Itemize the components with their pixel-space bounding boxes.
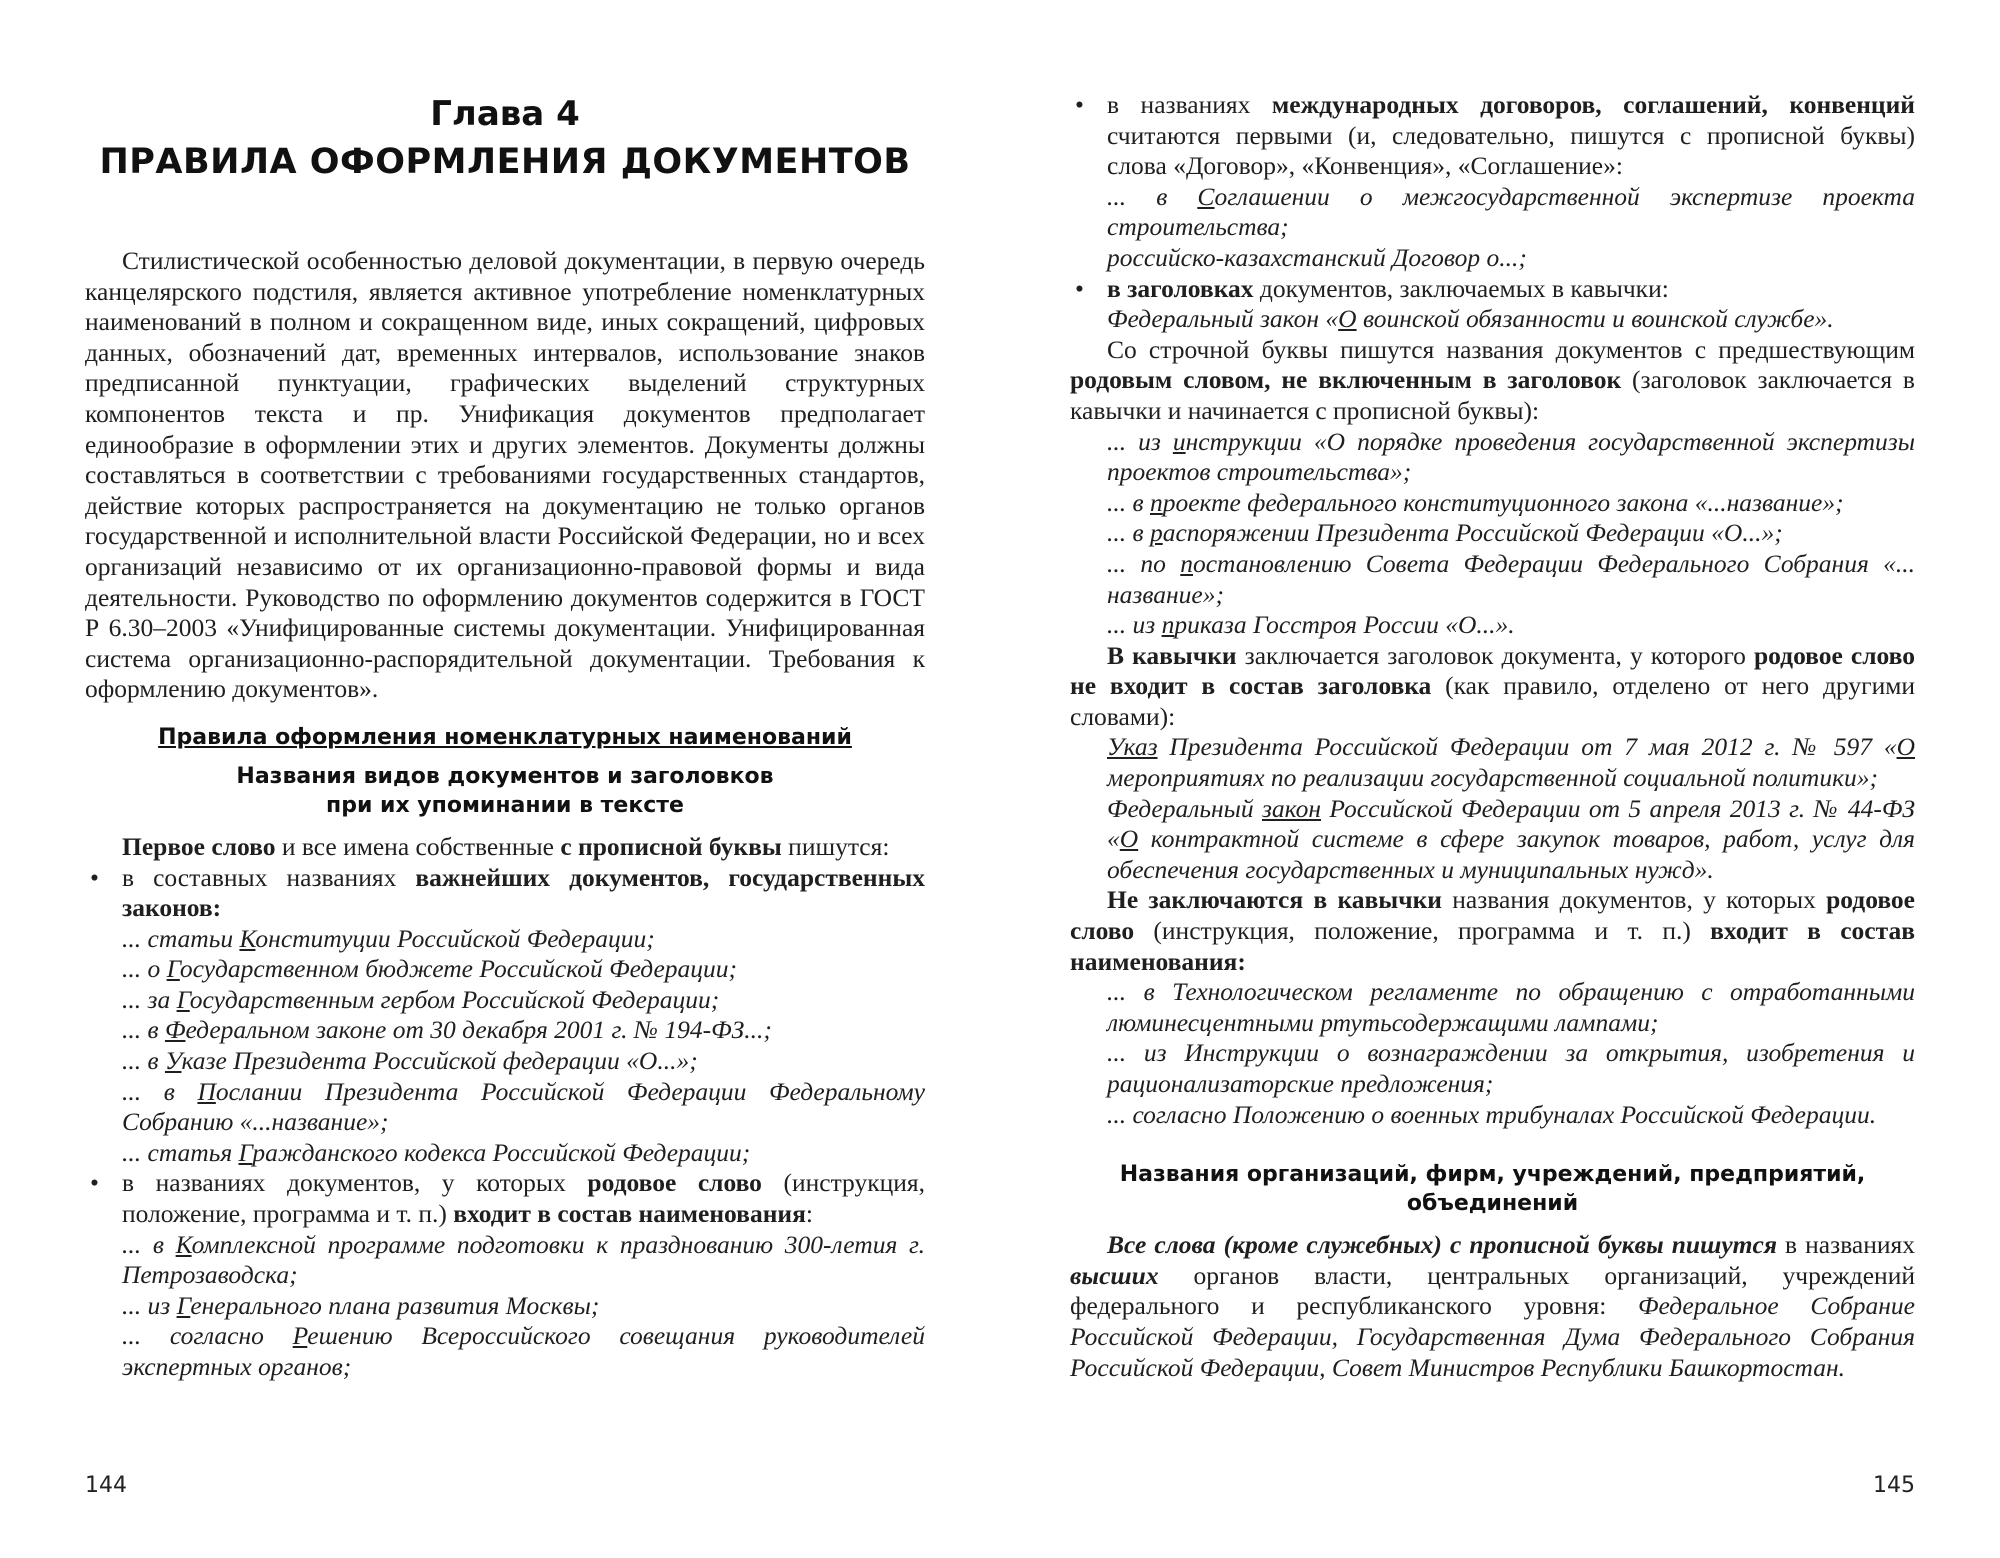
para2-example-2 xyxy=(1070,794,1915,886)
example-pre: ... в xyxy=(122,1229,176,1259)
rule1-end: пишутся: xyxy=(781,831,890,861)
example-line xyxy=(85,1291,925,1322)
para1-examples xyxy=(1070,427,1915,641)
section-heading-text: Правила оформления номенклатурных наименований xyxy=(158,724,852,750)
bullet-item-1 xyxy=(85,863,925,924)
bullet-item-3 xyxy=(1070,90,1915,182)
example-rest: нструкции «О порядке проведения государственной экспертизы проектов строительства»; xyxy=(1107,426,1915,487)
example-underlined-letter: п xyxy=(1149,487,1163,517)
subsection-heading-line1: Названия видов документов и заголовков xyxy=(236,763,774,789)
bullet2-examples xyxy=(85,1230,925,1383)
example-line xyxy=(1070,488,1915,519)
example-pre: ... согласно xyxy=(122,1321,293,1351)
bullet3-bold: международных договоров, соглашений, конвенций xyxy=(1271,90,1915,119)
example-rest: аспоряжении Президента Российской Федерации «О...»; xyxy=(1162,518,1783,548)
example-rest: риказа Госстроя России «О...». xyxy=(1174,610,1515,640)
organizations-paragraph xyxy=(1070,1230,1915,1383)
example-underlined-letter: С xyxy=(1197,181,1215,211)
chapter-label: Глава 4 xyxy=(430,94,580,134)
quotes-rule-paragraph xyxy=(1070,641,1915,733)
example-underlined-letter: Г xyxy=(166,954,180,984)
lowercase-rule-paragraph xyxy=(1070,335,1915,427)
organizations-heading xyxy=(1070,1160,1915,1218)
para2-example-1 xyxy=(1070,732,1915,793)
para1-start: Со строчной буквы пишутся названия документов с предшествующим xyxy=(1107,334,1915,364)
example-rest: ешению Всероссийского совещания руководителей экспертных органов; xyxy=(122,1321,925,1381)
example-line xyxy=(85,1230,925,1291)
bullet1-examples xyxy=(85,924,925,1169)
example-underlined-letter: п xyxy=(1161,610,1175,640)
right-page-text xyxy=(1070,90,1915,1383)
example-rest: едеральном законе от 30 декабря 2001 г. № 194-ФЗ...; xyxy=(185,1015,772,1045)
example-pre: ... из xyxy=(122,1290,177,1320)
bullet4-end: документов, заключаемых в кавычки: xyxy=(1253,273,1669,303)
org-italic-bold: Все слова (кроме служебных) с прописной буквы пишутся xyxy=(1107,1230,1777,1260)
page-number-left: 144 xyxy=(85,1473,127,1498)
rule1-bold: Первое слово xyxy=(122,831,276,861)
example-pre: Федеральный xyxy=(1107,793,1262,823)
example-rest: остановлению Совета Федерации Федерального Собрания «... название»; xyxy=(1107,548,1915,609)
chapter-title xyxy=(85,90,925,186)
example-line xyxy=(85,954,925,985)
example-underlined-letter: П xyxy=(197,1076,216,1106)
bullet2-bold: родовое слово xyxy=(587,1168,762,1198)
example-underlined-letter: р xyxy=(1149,518,1163,548)
example-underlined-letter: Д xyxy=(1392,242,1409,272)
example-line xyxy=(85,1138,925,1169)
bullet-item-2 xyxy=(85,1168,925,1229)
example-rest: ражданского кодекса Российской Федерации; xyxy=(252,1137,751,1167)
left-page-text xyxy=(85,246,925,1383)
para3-bold2: родовое слово xyxy=(1070,885,1915,946)
bullet2-mid: (инструкция, положение, программа и т. п.) xyxy=(122,1168,925,1229)
bullet1-text: в составных названиях xyxy=(122,862,416,892)
para2-end: (как правило, отделено от него другими словами): xyxy=(1070,671,1915,731)
example-line xyxy=(1070,549,1915,610)
bullet-icon: • xyxy=(90,1168,99,1198)
para3-mid: названия документов, у которых xyxy=(1441,885,1827,915)
example-mid: Российской Федерации от 5 апреля 2013 г. № 44-ФЗ « xyxy=(1107,793,1915,854)
example-pre: российско-казахстанский xyxy=(1107,242,1393,272)
example-line xyxy=(1070,243,1915,274)
example-line xyxy=(85,1077,925,1138)
para2-bold2: родовое слово не входит в состав заголовка xyxy=(1070,640,1915,701)
example-rest: воинской обязанности и воинской службе». xyxy=(1356,304,1834,334)
subsection-heading xyxy=(85,762,925,820)
example-pre: ... из xyxy=(1107,610,1162,640)
example-line xyxy=(1070,182,1915,243)
example-rest: енерального плана развития Москвы; xyxy=(190,1290,600,1320)
bullet-icon: • xyxy=(90,862,99,892)
example-pre: ... в xyxy=(122,1076,198,1106)
bullet-item-4 xyxy=(1070,274,1915,305)
bullet2-end: : xyxy=(805,1199,813,1229)
example-rest: оговор о...; xyxy=(1408,242,1527,272)
example-underlined-letter: О xyxy=(1896,732,1915,762)
example-pre: ... статья xyxy=(122,1137,239,1167)
example-rest: онституции Российской Федерации; xyxy=(255,923,655,953)
example-underlined-word: закон xyxy=(1261,793,1322,823)
example-line: ... в Технологическом регламенте по обращению с отработанными люминесцентными ртутьсодержащими лампами; xyxy=(1107,977,1915,1037)
right-page xyxy=(1070,0,1915,1558)
example-rest: контрактной системе в сфере закупок товаров, работ, услуг для обеспечения государственных и муниципальных нужд». xyxy=(1107,824,1915,884)
bullet2-bold2: входит в состав наименования xyxy=(453,1199,806,1229)
bullet-icon: • xyxy=(1075,90,1084,119)
page-number-right: 145 xyxy=(1873,1473,1915,1498)
example-rest: осударственном бюджете Российской Федерации; xyxy=(179,954,738,984)
example-underlined-letter: Г xyxy=(176,984,190,1014)
example-rest: казе Президента Российской федерации «О...»; xyxy=(181,1046,698,1076)
example-underlined-letter: Г xyxy=(176,1290,191,1320)
example-rest: роекте федерального конституционного закона «...название»; xyxy=(1162,487,1844,517)
example-pre: ... за xyxy=(122,984,177,1014)
example-pre: ... в xyxy=(1107,487,1150,517)
example-pre: ... в xyxy=(122,1046,165,1076)
bullet3-text: в названиях xyxy=(1107,90,1272,119)
bullet3-examples xyxy=(1070,182,1915,274)
example-line: ... из Инструкции о вознаграждении за открытия, изобретения и рационализаторские предложения; xyxy=(1107,1038,1915,1098)
example-pre: ... из xyxy=(1107,426,1173,456)
example-underlined-letter: Г xyxy=(238,1137,253,1167)
example-underlined-letter: О xyxy=(1338,304,1357,334)
bullet4-example xyxy=(1070,304,1915,335)
bullet1-bold: важнейших документов, государственных законов: xyxy=(122,862,925,923)
example-rest: омплексной программе подготовки к празднованию 300-летия г. Петрозаводска; xyxy=(122,1229,925,1290)
intro-paragraph: Стилистической особенностью деловой документации, в первую очередь канцелярского подстиля, является активное употребление номенклатурных наименований в полном и сокращенном виде, иных сокращений, цифровых данных, обозначений дат, временных интервалов, использование знаков предписанной пунктуации, графических выделений структурных компонентов текста и пр. Унификация документов предполагает единообразие в оформлении этих и других элементов. Документы должны составляться в соответствии с требованиями государственных стандартов, действие которых распространяется на документацию не только органов государственной и исполнительной власти Российской Федерации, но и всех организаций независимо от их организационно-правовой формы и вида деятельности. Руководство по оформлению документов содержится в ГОСТ Р 6.30–2003 «Унифицированные системы документации. Унифицированная система организационно-распорядительной документации. Требования к оформлению документов». xyxy=(85,246,925,704)
example-underlined-letter: У xyxy=(164,1046,182,1076)
para3-bold: Не заключаются в кавычки xyxy=(1107,885,1442,915)
bullet2-text: в названиях документов, у которых xyxy=(122,1168,588,1198)
subsection-heading-line2: при их упоминании в тексте xyxy=(326,792,684,818)
org-mid: в названиях xyxy=(1776,1230,1915,1260)
example-line xyxy=(1070,427,1915,488)
example-pre: ... в xyxy=(122,1015,165,1045)
example-rest: ослании Президента Российской Федерации Федеральному Собранию «...название»; xyxy=(122,1076,925,1137)
example-underlined-letter: Р xyxy=(292,1321,308,1351)
no-quotes-rule-paragraph xyxy=(1070,885,1915,977)
organizations-heading-line1: Названия организаций, фирм, учреждений, предприятий, xyxy=(1119,1162,1866,1188)
rule1-bold2: с прописной буквы xyxy=(560,831,782,861)
example-rest: мероприятиях по реализации государственной социальной политики»; xyxy=(1107,763,1878,793)
example-pre: ... о xyxy=(122,954,167,984)
example-pre: ... по xyxy=(1107,548,1181,578)
para3-bold3: входит в состав наименования: xyxy=(1070,916,1915,976)
example-line xyxy=(85,1015,925,1046)
example-line xyxy=(85,1321,925,1382)
example-line: ... согласно Положению о военных трибуналах Российской Федерации. xyxy=(1107,1099,1877,1129)
para2-mid: заключается заголовок документа, у которого xyxy=(1236,640,1754,670)
para1-end: (заголовок заключается в кавычки и начинается с прописной буквы): xyxy=(1070,365,1915,425)
rule-capital-paragraph xyxy=(85,832,925,863)
example-pre: ... в xyxy=(1107,181,1198,211)
org-mid2: органов власти, центральных организаций, учреждений федерального и республиканского уровня: xyxy=(1070,1260,1915,1321)
example-underlined-letter: п xyxy=(1180,548,1193,578)
example-underlined-letter: К xyxy=(175,1229,192,1259)
example-mid: Президента Российской Федерации от 7 мая 2012 г. № 597 « xyxy=(1157,732,1897,762)
rule1-mid: и все имена собственные xyxy=(275,831,561,861)
left-page xyxy=(85,0,925,1558)
example-underlined-letter: и xyxy=(1172,426,1186,456)
example-rest: оглашении о межгосударственной экспертизе проекта строительства; xyxy=(1107,181,1915,242)
organizations-heading-line2: объединений xyxy=(1406,1191,1579,1217)
example-underlined-letter: К xyxy=(239,923,256,953)
chapter-name: ПРАВИЛА ОФОРМЛЕНИЯ ДОКУМЕНТОВ xyxy=(99,142,911,182)
section-heading xyxy=(85,723,925,752)
bullet4-bold: в заголовках xyxy=(1107,273,1254,303)
example-underlined-letter: Ф xyxy=(164,1015,186,1045)
para3-mid2: (инструкция, положение, программа и т. п.) xyxy=(1134,916,1711,946)
example-pre: ... статьи xyxy=(122,923,240,953)
example-line xyxy=(1070,610,1915,641)
example-underlined-word: Указ xyxy=(1107,732,1158,762)
org-italic-bold2: высших xyxy=(1070,1260,1159,1290)
bullet3-end: считаются первыми (и, следовательно, пишутся с прописной буквы) слова «Договор», «Конвенция», «Соглашение»: xyxy=(1107,120,1915,181)
example-underlined-letter: О xyxy=(1119,824,1139,854)
example-rest: осударственным гербом Российской Федерации; xyxy=(189,984,720,1014)
example-line xyxy=(85,1046,925,1077)
example-line xyxy=(1070,518,1915,549)
para3-examples xyxy=(1070,977,1915,1130)
example-line xyxy=(85,985,925,1016)
para1-bold: родовым словом, не включенным в заголовок xyxy=(1070,365,1622,395)
example-line xyxy=(85,924,925,955)
example-pre: ... в xyxy=(1107,518,1150,548)
bullet-icon: • xyxy=(1075,273,1084,303)
org-italic: Федеральное Собрание Российской Федерации, Государственная Дума Федерального Собрания Российской Федерации, Совет Министров Республики Башкортостан. xyxy=(1070,1291,1915,1382)
example-pre: Федеральный закон « xyxy=(1107,304,1339,334)
para2-bold: В кавычки xyxy=(1107,640,1237,670)
